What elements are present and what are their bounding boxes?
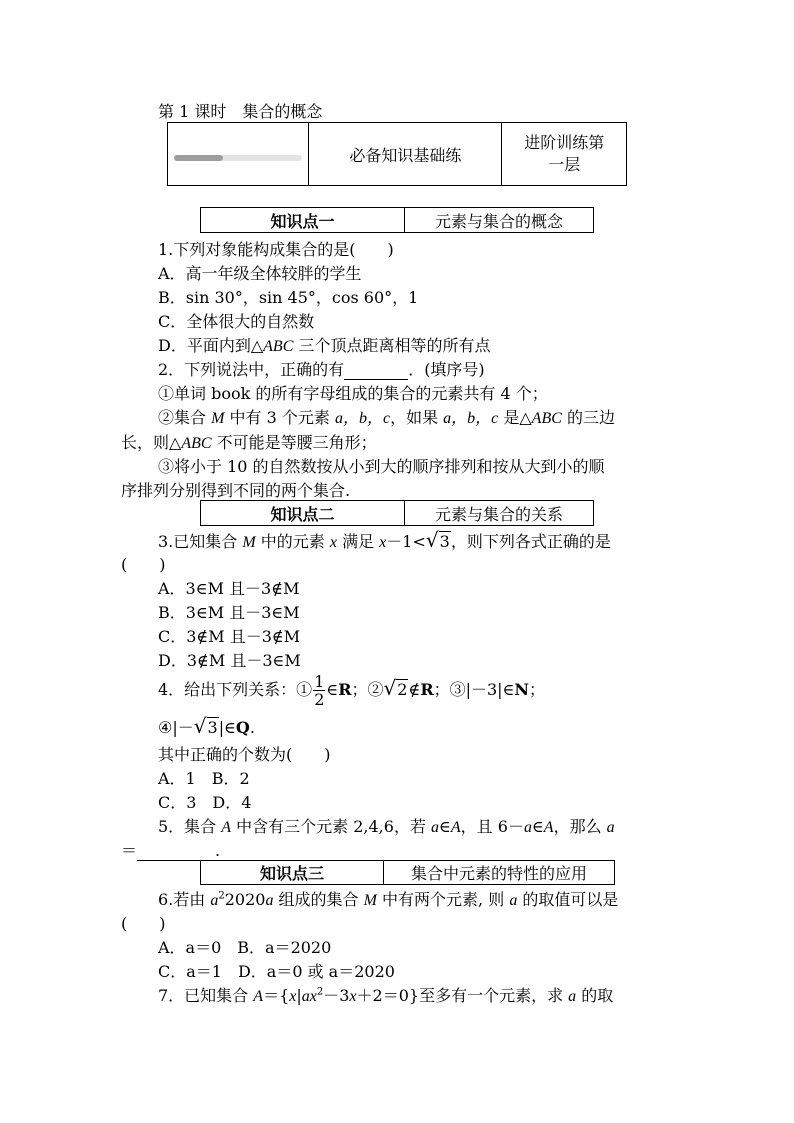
section-title: 集合中元素的特性的应用 [384,861,615,885]
q5-stem: 5．集合 A 中含有三个元素 2,4,6，若 a∈A，且 6－a∈A，那么 a [158,817,615,836]
q6-options-ab: A．a＝0 B．a＝2020 [158,938,332,957]
section-label: 知识点二 [201,501,405,526]
q1-option-b: B．sin 30°，sin 45°，cos 60°，1 [158,288,419,307]
section-title: 元素与集合的关系 [405,501,594,526]
q4-ask: 其中正确的个数为( ) [158,745,331,764]
q2-statement-2-cont: 长，则△ABC 不可能是等腰三角形； [121,433,377,452]
progress-fill [174,155,223,161]
q1-option-d: D．平面内到△ABC 三个顶点距离相等的所有点 [158,336,491,355]
q1-stem: 1.下列对象能构成集合的是( ) [158,240,394,259]
q2-statement-2: ②集合 M 中有 3 个元素 a，b，c，如果 a，b，c 是△ABC 的三边 [158,408,615,427]
section-header-2 [200,500,594,526]
q6-paren: ( ) [121,914,166,933]
progress-cell [168,123,309,186]
progress-bar [174,155,302,161]
q5-answer-line: ＝ . [121,841,221,860]
q3-option-b: B．3∈M 且－3∈M [158,603,300,622]
section-header-1 [200,207,594,233]
header-table [167,122,627,186]
fraction: $\frac{1}{2}$ [314,672,325,709]
section-header-3 [200,860,615,885]
q7-stem: 7．已知集合 $A=\{x|ax^2-3x+2=0\}$至多有一个元素，求 a 的取 [158,986,614,1005]
sqrt-expression: √3 [425,528,450,552]
q4-options-cd: C．3 D．4 [158,793,252,812]
q1-option-a: A．高一年级全体较胖的学生 [158,264,362,283]
q3-option-a: A．3∈M 且－3∉M [158,579,300,598]
q2-statement-3-cont: 序排列分别得到不同的两个集合. [121,481,351,500]
q2-statement-3: ③将小于 10 的自然数按从小到大的顺序排列和按从大到小的顺 [158,457,605,476]
q3-option-d: D．3∉M 且－3∈M [158,651,301,670]
q4-relation-4: ④|－√3|∈Q. [158,714,255,738]
lesson-title: 第 1 课时 集合的概念 [158,102,323,121]
sqrt-expression: √3 [193,714,218,738]
q2-stem: 2．下列说法中，正确的有 ．(填序号) [158,360,485,379]
q6-options-cd: C．a＝1 D．a＝0 或 a＝2020 [158,962,395,981]
header-cell-right: 进阶训练第 一层 [502,123,627,186]
header-cell-middle: 必备知识基础练 [309,123,502,186]
q3-option-c: C．3∉M 且－3∉M [158,627,301,646]
q4-stem: 4．给出下列关系：① $\frac{1}{2}$ ∈R；②√2∉R；③|－3|∈N； [158,672,546,709]
sqrt-expression: √2 [383,676,408,700]
section-title: 元素与集合的概念 [405,208,594,233]
q3-paren: ( ) [121,555,166,574]
q6-stem: 6.若由 $a^22020a$ 组成的集合 M 中有两个元素, 则 a 的取值可以是 [158,890,619,909]
q2-statement-1: ①单词 book 的所有字母组成的集合的元素共有 4 个； [158,384,548,403]
section-label: 知识点一 [201,208,405,233]
section-label: 知识点三 [201,861,384,885]
answer-blank[interactable] [344,363,408,380]
q4-options-ab: A．1 B．2 [158,769,250,788]
q3-stem: 3.已知集合 M 中的元素 x 满足 x－1<√3，则下列各式正确的是 [158,528,611,552]
answer-blank[interactable] [137,844,215,861]
q1-option-c: C．全体很大的自然数 [158,312,315,331]
